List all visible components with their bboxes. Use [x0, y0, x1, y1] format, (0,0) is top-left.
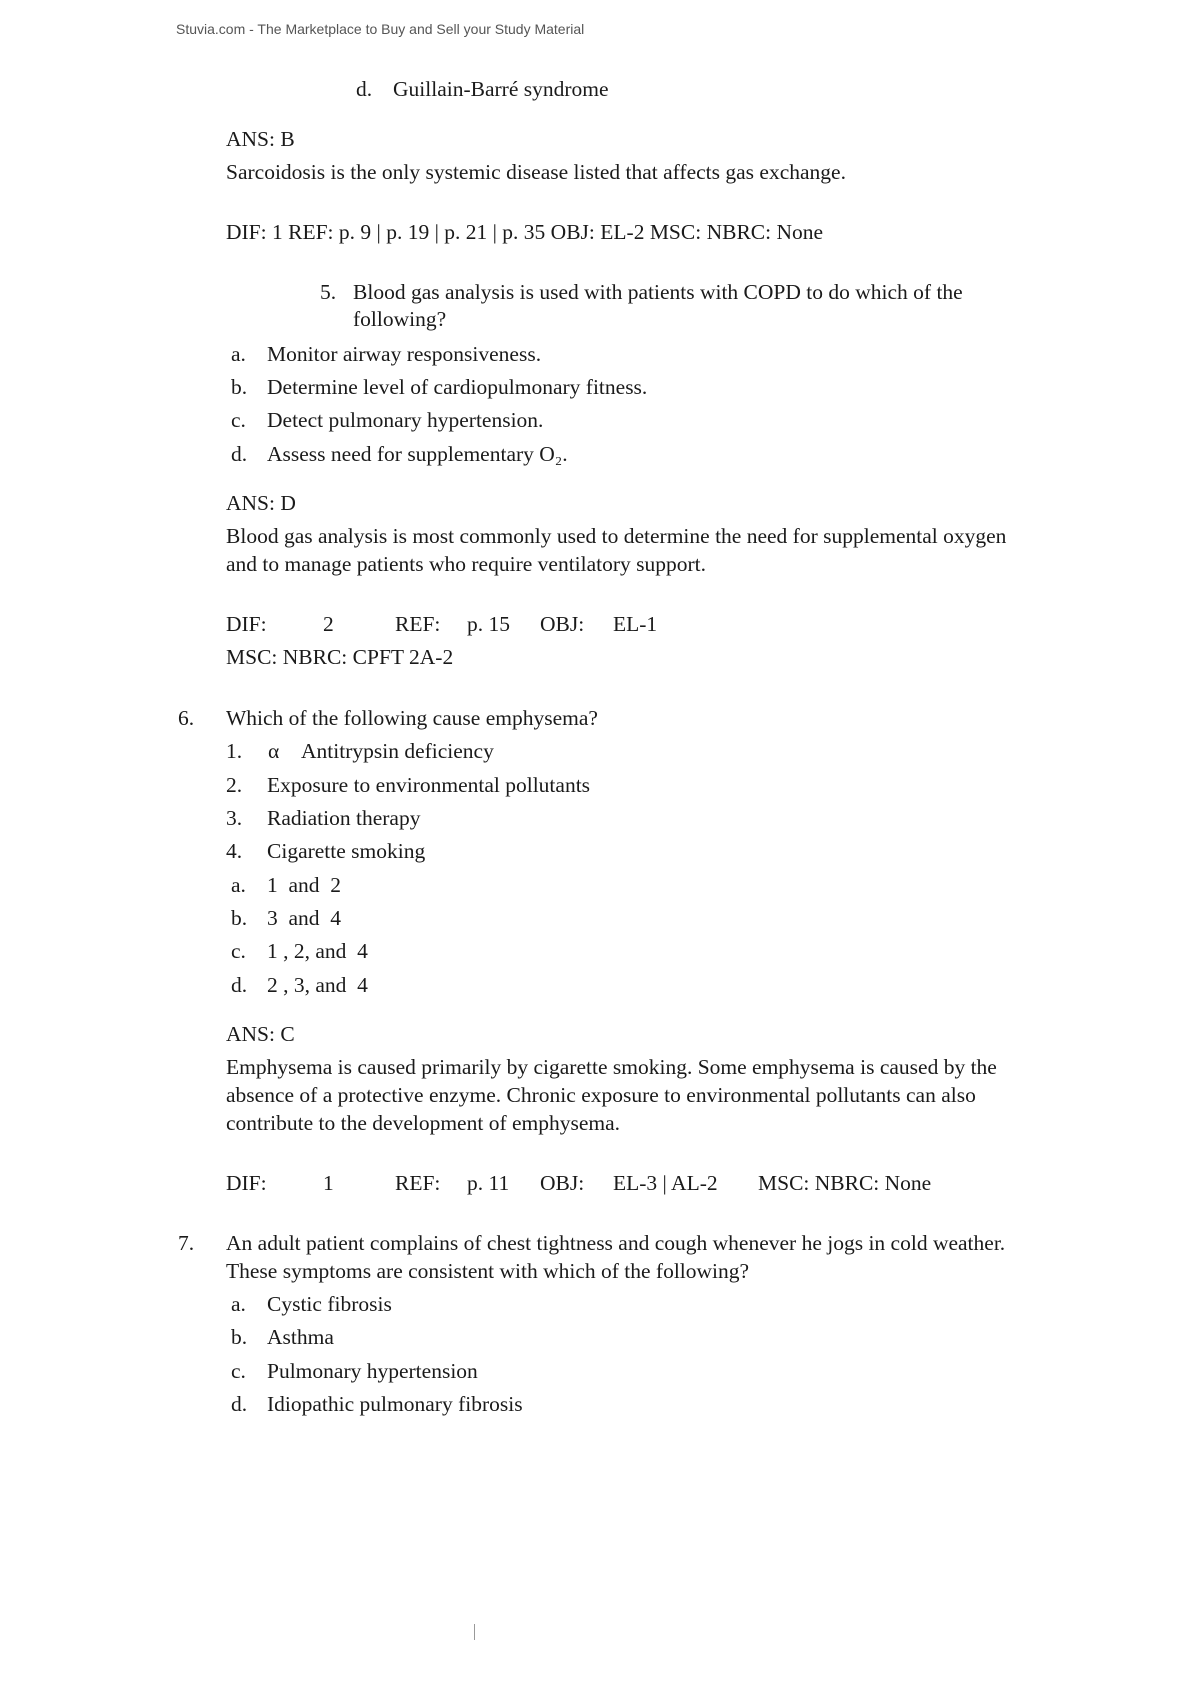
site-header: Stuvia.com - The Marketplace to Buy and Sell your Study Material	[176, 21, 585, 37]
q5-number: 5.	[320, 280, 337, 304]
q6-item-text: Exposure to environmental pollutants	[267, 773, 591, 797]
q6-option-letter: d.	[231, 973, 248, 997]
q6-obj-value: EL-3 | AL-2	[613, 1171, 718, 1195]
page-marker	[474, 1624, 475, 1640]
q6-item-number: 3.	[226, 806, 243, 830]
q6-option-letter: c.	[231, 939, 246, 963]
q6-item-number: 4.	[226, 839, 243, 863]
q6-stem: Which of the following cause emphysema?	[226, 706, 598, 730]
q6-option-text: 1 and 2	[267, 873, 342, 897]
q5-msc: MSC: NBRC: CPFT 2A-2	[226, 645, 454, 669]
q6-rationale-line2: absence of a protective enzyme. Chronic exposure to environmental pollutants can also	[226, 1083, 976, 1107]
q5-ref-value: p. 15	[467, 612, 510, 636]
q5-answer: ANS: D	[226, 491, 296, 515]
q7-stem-line2: These symptoms are consistent with which of the following?	[226, 1259, 750, 1283]
q7-option-text: Pulmonary hypertension	[267, 1359, 478, 1383]
q6-rationale-line3: contribute to the development of emphysema.	[226, 1111, 621, 1135]
q6-dif-label: DIF:	[226, 1171, 267, 1195]
q5-dif-label: DIF:	[226, 612, 267, 636]
q5-option-letter: c.	[231, 408, 246, 432]
q6-item-text: Antitrypsin deficiency	[301, 739, 494, 763]
q6-ref-label: REF:	[395, 1171, 441, 1195]
q6-answer: ANS: C	[226, 1022, 295, 1046]
q6-msc: MSC: NBRC: None	[758, 1171, 932, 1195]
q7-number: 7.	[178, 1231, 195, 1255]
q6-item-text: Radiation therapy	[267, 806, 421, 830]
q5-obj-value: EL-1	[613, 612, 658, 636]
q6-ref-value: p. 11	[467, 1171, 510, 1195]
q5-obj-label: OBJ:	[540, 612, 585, 636]
q6-option-letter: a.	[231, 873, 246, 897]
q7-option-letter: c.	[231, 1359, 246, 1383]
q7-option-text: Cystic fibrosis	[267, 1292, 392, 1316]
q7-option-text: Idiopathic pulmonary fibrosis	[267, 1392, 523, 1416]
q7-option-text: Asthma	[267, 1325, 334, 1349]
q5-rationale-line1: Blood gas analysis is most commonly used to determine the need for supplemental oxygen	[226, 524, 1007, 548]
q4-rationale: Sarcoidosis is the only systemic disease listed that affects gas exchange.	[226, 160, 846, 184]
q7-option-letter: a.	[231, 1292, 246, 1316]
q6-obj-label: OBJ:	[540, 1171, 585, 1195]
q4-answer: ANS: B	[226, 127, 295, 151]
q6-item-text: Cigarette smoking	[267, 839, 426, 863]
q5-option-letter: a.	[231, 342, 246, 366]
q7-stem-line1: An adult patient complains of chest tightness and cough whenever he jogs in cold weather.	[226, 1231, 1006, 1255]
q6-option-text: 1 , 2, and 4	[267, 939, 368, 963]
q4-option-d-letter: d.	[356, 77, 373, 101]
q5-rationale-line2: and to manage patients who require ventilatory support.	[226, 552, 707, 576]
q7-option-letter: b.	[231, 1325, 248, 1349]
q5-option-text: Detect pulmonary hypertension.	[267, 408, 544, 432]
q6-option-letter: b.	[231, 906, 248, 930]
q6-item-number: 1.	[226, 739, 243, 763]
q5-dif-value: 2	[323, 612, 334, 636]
q6-number: 6.	[178, 706, 195, 730]
q5-ref-label: REF:	[395, 612, 441, 636]
q4-option-d-text: Guillain-Barré syndrome	[393, 77, 609, 101]
q6-rationale-line1: Emphysema is caused primarily by cigarette smoking. Some emphysema is caused by the	[226, 1055, 997, 1079]
q7-option-letter: d.	[231, 1392, 248, 1416]
q5-option-letter: b.	[231, 375, 248, 399]
q5-option-text: Assess need for supplementary O₂.	[267, 442, 568, 466]
q5-stem-line2: following?	[353, 307, 447, 331]
q5-option-letter: d.	[231, 442, 248, 466]
q4-meta: DIF: 1 REF: p. 9 | p. 19 | p. 21 | p. 35 OBJ: EL-2 MSC: NBRC: None	[226, 220, 824, 244]
q5-stem-line1: Blood gas analysis is used with patients with COPD to do which of the	[353, 280, 963, 304]
q6-option-text: 2 , 3, and 4	[267, 973, 368, 997]
q6-option-text: 3 and 4	[267, 906, 342, 930]
q6-dif-value: 1	[323, 1171, 334, 1195]
q6-item-number: 2.	[226, 773, 243, 797]
q5-option-text: Determine level of cardiopulmonary fitness.	[267, 375, 648, 399]
alpha-symbol: α	[268, 739, 280, 763]
q5-option-text: Monitor airway responsiveness.	[267, 342, 542, 366]
